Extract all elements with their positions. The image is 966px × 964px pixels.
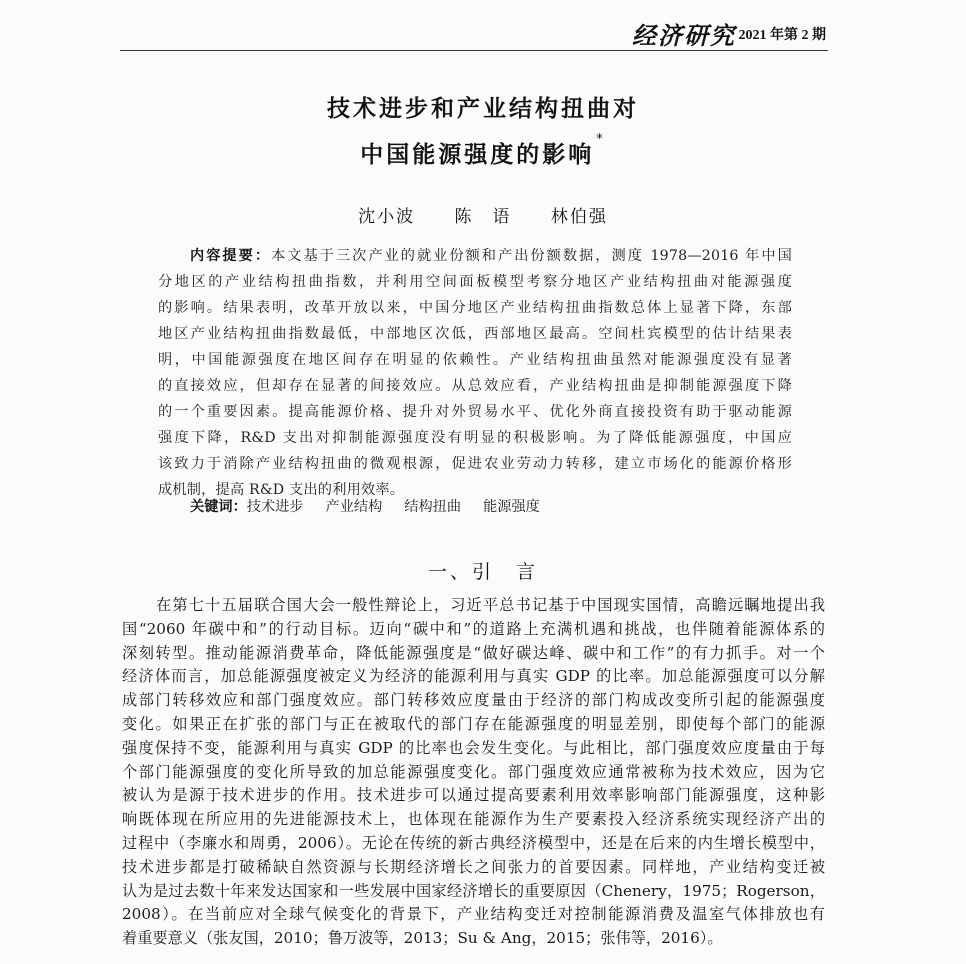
abstract — [158, 243, 792, 503]
body-line: 经济体而言，加总能源强度被定义为经济的能源利用与真实 GDP 的比率。加总能源强度可以分解 — [122, 667, 825, 686]
journal-logo: 经济研究 — [632, 21, 736, 50]
abstract-line: 成机制，提高 R&D 支出的利用效率。 — [158, 482, 405, 498]
body-line: 着重要意义（张友国，2010；鲁万波等，2013；Su & Ang，2015；张伟等，2016）。 — [122, 929, 723, 948]
abstract-line: 地区产业结构扭曲指数最低，中部地区次低，西部地区最高。空间杜宾模型的估计结果表 — [158, 326, 792, 342]
keywords — [190, 494, 562, 520]
header-rule — [120, 50, 828, 51]
body-line: 强度保持不变，能源利用与真实 GDP 的比率也会发生变化。与此相比，部门强度效应度量由于每 — [122, 738, 825, 757]
title-line-1: 技术进步和产业结构扭曲对 — [327, 96, 639, 122]
body-line: 响既体现在所应用的先进能源技术上，也体现在能源作为生产要素投入经济系统实现经济产出的 — [122, 810, 825, 829]
keyword: 结构扭曲 — [404, 499, 462, 515]
abstract-line: 内容提要：本文基于三次产业的就业份额和产出份额数据，测度 1978—2016 年中国 — [190, 248, 792, 264]
abstract-line: 强度下降，R&D 支出对抑制能源强度没有明显的积极影响。为了降低能源强度，中国应 — [158, 430, 792, 446]
abstract-label: 内容提要： — [190, 248, 272, 264]
body-line: 国“2060 年碳中和”的行动目标。迈向“碳中和”的道路上充满机遇和挑战，也伴随着能源体系的 — [122, 619, 825, 638]
body-line: 个部门能源强度的变化所导致的加总能源强度变化。部门强度效应通常被称为技术效应，因为它 — [122, 762, 825, 781]
abstract-line: 明，中国能源强度在地区间存在明显的依赖性。产业结构扭曲虽然对能源强度没有显著 — [158, 352, 792, 368]
author-name: 林伯强 — [550, 207, 608, 227]
keyword: 产业结构 — [325, 499, 383, 515]
author-name: 陈 语 — [454, 207, 512, 227]
abstract-line: 的直接效应，但却存在显著的间接效应。从总效应看，产业结构扭曲是抑制能源强度下降 — [158, 378, 792, 394]
body-line: 在第七十五届联合国大会一般性辩论上，习近平总书记基于中国现实国情，高瞻远瞩地提出我 — [156, 596, 825, 614]
body-line: 认为是过去数十年来发达国家和一些发展中国家经济增长的重要原因（Chenery，1975；Rogerson， — [122, 881, 825, 900]
keyword: 技术进步 — [246, 499, 304, 515]
section-heading: 一、引 言 — [427, 561, 538, 583]
author-name: 沈小波 — [358, 207, 416, 227]
body-line: 技术进步都是打破稀缺自然资源与长期经济增长之间张力的首要因素。同样地，产业结构变迁被 — [122, 857, 825, 876]
body-line: 过程中（李廉水和周勇，2006）。无论在传统的新古典经济模型中，还是在后来的内生增长模型中， — [122, 833, 825, 852]
body-line: 被认为是源于技术进步的作用。技术进步可以通过提高要素利用效率影响部门能源强度，这种影 — [122, 786, 825, 805]
body-line: 变化。如果正在扩张的部门与正在被取代的部门存在能源强度的明显差别，即使每个部门的能源 — [122, 714, 825, 733]
keyword: 能源强度 — [483, 499, 540, 515]
body-line: 深刻转型。推动能源消费革命，降低能源强度是“做好碳达峰、碳中和工作”的有力抓手。对一个 — [122, 643, 825, 662]
body-line: 2008）。在当前应对全球气候变化的背景下，产业结构变迁对控制能源消费及温室气体排放也有 — [122, 905, 825, 924]
running-header — [120, 14, 828, 50]
title-line-2: 中国能源强度的影响* — [360, 132, 606, 168]
abstract-line: 的影响。结果表明，改革开放以来，中国分地区产业结构扭曲指数总体上显著下降，东部 — [158, 300, 792, 316]
keywords-label: 关键词： — [190, 499, 247, 515]
abstract-line: 该致力于消除产业结构扭曲的微观根源，促进农业劳动力转移，建立市场化的能源价格形 — [158, 456, 792, 472]
issue-label: 2021 年第 2 期 — [738, 28, 826, 43]
title-footnote-mark[interactable]: * — [596, 132, 606, 147]
authors — [0, 202, 966, 227]
abstract-line: 分地区的产业结构扭曲指数，并利用空间面板模型考察分地区产业结构扭曲对能源强度 — [158, 274, 792, 290]
body-text — [122, 594, 825, 951]
abstract-line: 的一个重要因素。提高能源价格、提升对外贸易水平、优化外商直接投资有助于驱动能源 — [158, 404, 792, 420]
body-line: 成部门转移效应和部门强度效应。部门转移效应度量由于经济的部门构成改变所引起的能源强度 — [122, 691, 825, 710]
